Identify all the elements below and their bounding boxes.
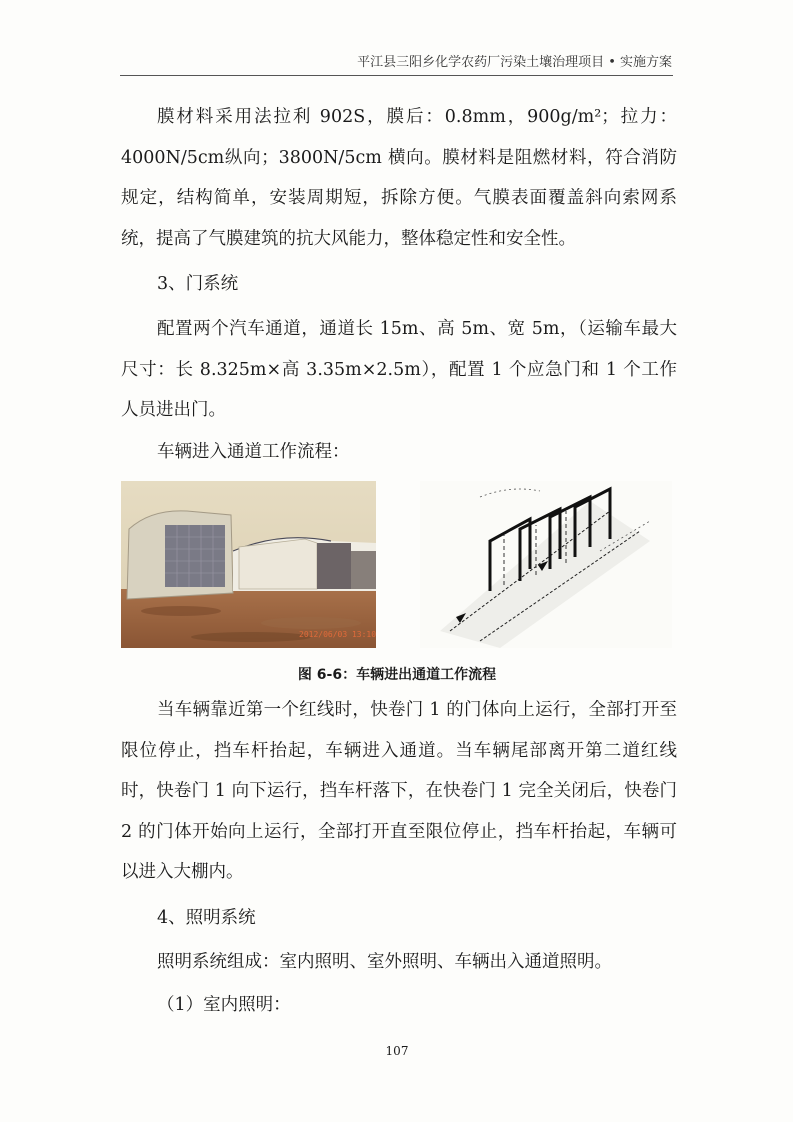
figure-caption: 图 6-6：车辆进出通道工作流程 [297, 667, 497, 683]
running-header: 平江县三阳乡化学农药厂污染土壤治理项目 • 实施方案 [357, 55, 672, 70]
header-divider [120, 75, 673, 76]
lighting-intro-paragraph: 照明系统组成：室内照明、室外照明、车辆出入通道照明。 [157, 952, 612, 972]
flow-description-paragraph: 当车辆靠近第一个红线时，快卷门 1 的门体向上运行，全部打开至限位停止，挡车杆抬起，车辆进入通道。当车辆尾部离开第二道红线时，快卷门 1 向下运行，挡车杆落下，在快卷门 1 完全关闭后，快卷门 2 的门体开始向上运行，全部打开直至限位停止，挡车杆抬起，车辆可以进入大棚内。 [121, 700, 677, 882]
door-system-heading: 3、门系统 [157, 274, 239, 294]
membrane-paragraph: 膜材料采用法拉利 902S，膜后：0.8mm，900g/m²；拉力：4000N/5cm纵向；3800N/5cm 横向。膜材料是阻燃材料，符合消防规定，结构简单，安装周期短，拆除方便。气膜表面覆盖斜向索网系统，提高了气膜建筑的抗大风能力，整体稳定性和安全性。 [121, 107, 677, 249]
flow-intro-paragraph: 车辆进入通道工作流程： [157, 442, 350, 462]
door-intro-paragraph: 配置两个汽车通道，通道长 15m、高 5m、宽 5m，（运输车最大尺寸：长 8.325m×高 3.35m×2.5m），配置 1 个应急门和 1 个工作人员进出门。 [121, 319, 677, 420]
lighting-system-heading: 4、照明系统 [157, 908, 256, 928]
building-photo [121, 481, 376, 648]
photo-timestamp: 2012/06/03 13:10 [299, 630, 376, 639]
indoor-lighting-heading: （1）室内照明： [157, 995, 291, 1015]
channel-workflow-diagram [420, 481, 672, 648]
page-number: 107 [385, 1044, 409, 1058]
